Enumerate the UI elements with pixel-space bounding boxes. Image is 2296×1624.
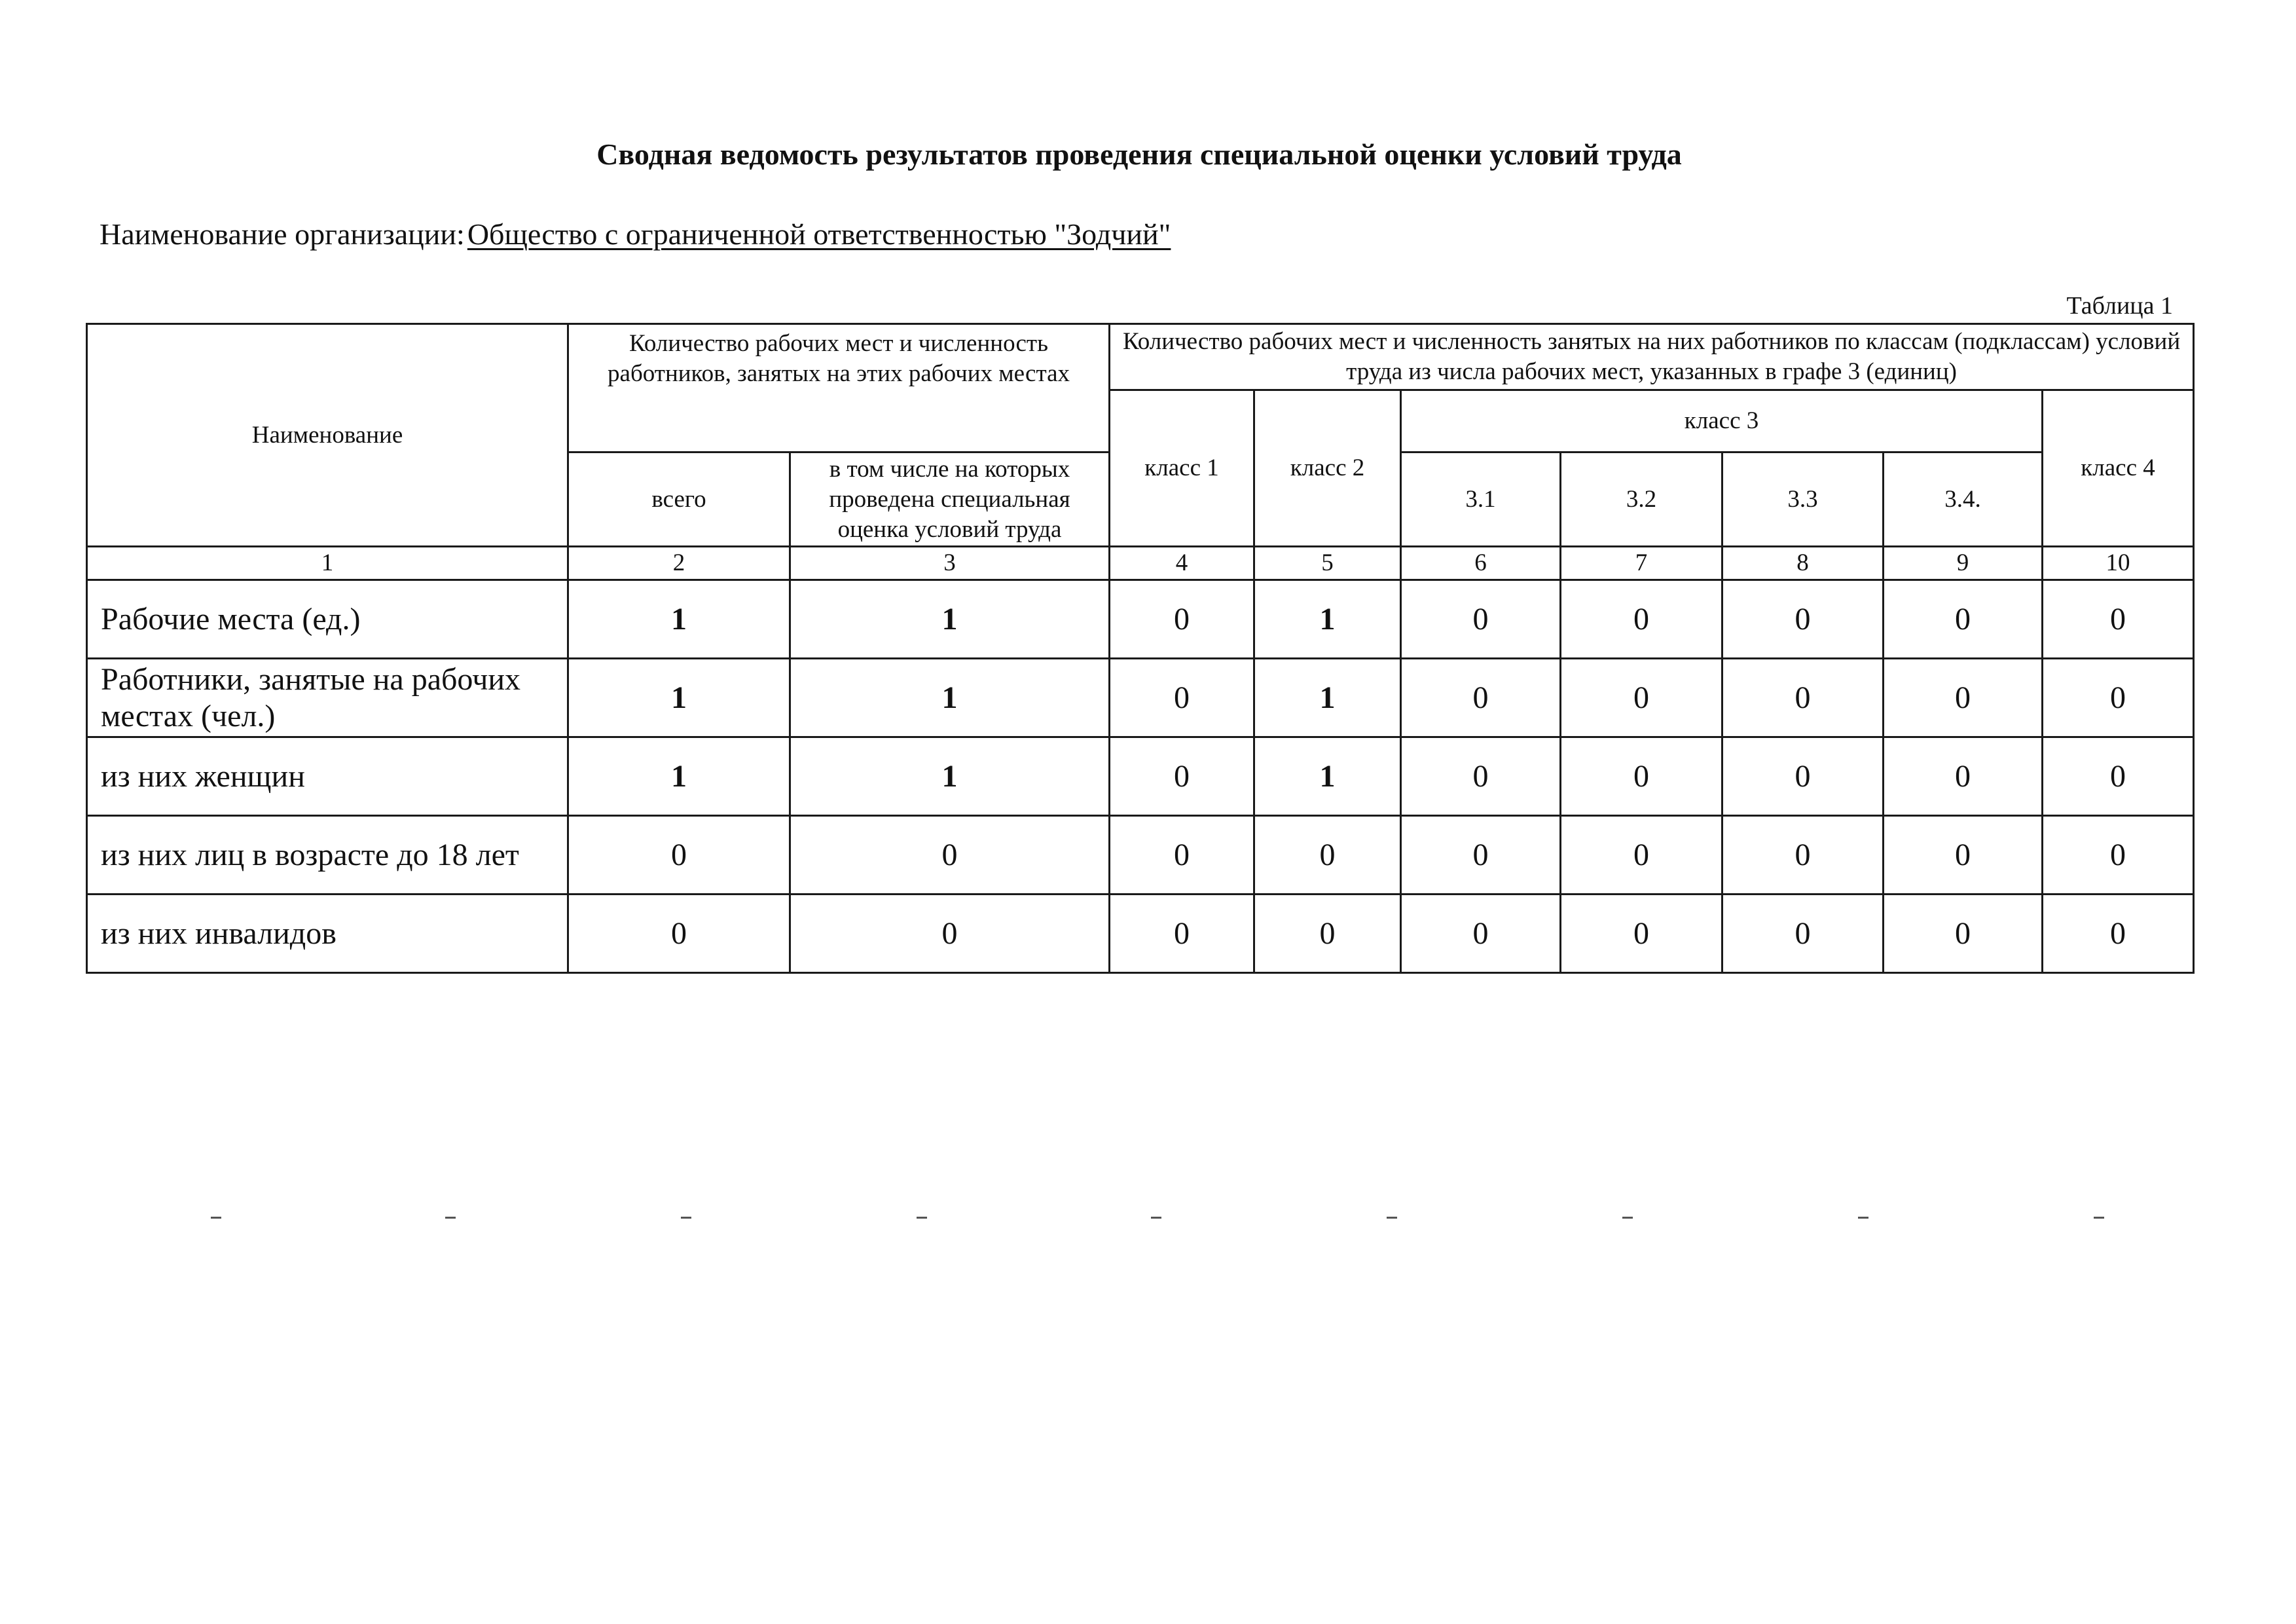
cell-class-2: 0: [1254, 895, 1401, 973]
cell-class-3-3: 0: [1722, 816, 1884, 895]
cell-class-1: 0: [1110, 895, 1254, 973]
cell-class-4: 0: [2043, 737, 2194, 816]
cell-assessed: 1: [790, 737, 1110, 816]
header-class-4: класс 4: [2043, 390, 2194, 547]
organization-label: Наименование организации:: [100, 217, 465, 251]
table-row: [87, 580, 2194, 659]
cell-class-3-3: 0: [1722, 659, 1884, 737]
cell-class-1: 0: [1110, 816, 1254, 895]
table-row: [87, 659, 2194, 737]
organization-name: Общество с ограниченной ответственностью "Зодчий": [467, 217, 1171, 251]
column-number: 7: [1561, 547, 1722, 580]
cell-class-3-4: 0: [1884, 659, 2043, 737]
header-row-1: [87, 324, 2194, 390]
header-workplaces-group: Количество рабочих мест и численность работников, занятых на этих рабочих местах: [568, 324, 1110, 452]
cell-class-3-1: 0: [1401, 737, 1561, 816]
row-label-workplaces: Рабочие места (ед.): [87, 580, 568, 659]
cell-class-3-4: 0: [1884, 816, 2043, 895]
cell-assessed: 0: [790, 816, 1110, 895]
cell-class-3-1: 0: [1401, 895, 1561, 973]
column-number: 2: [568, 547, 790, 580]
header-class-3: класс 3: [1401, 390, 2043, 452]
summary-table: [86, 323, 2195, 974]
cell-class-4: 0: [2043, 580, 2194, 659]
cell-total: 0: [568, 895, 790, 973]
cell-class-1: 0: [1110, 737, 1254, 816]
cell-class-3-3: 0: [1722, 895, 1884, 973]
scan-artifact-dash: [1622, 1217, 1633, 1219]
cell-class-3-2: 0: [1561, 580, 1722, 659]
cell-class-3-2: 0: [1561, 895, 1722, 973]
cell-assessed: 1: [790, 580, 1110, 659]
cell-total: 0: [568, 816, 790, 895]
row-label-employees: Работники, занятые на рабочих местах (чел.): [87, 659, 568, 737]
cell-class-4: 0: [2043, 659, 2194, 737]
organization-line: [100, 216, 1171, 253]
column-number: 10: [2043, 547, 2194, 580]
cell-class-2: 0: [1254, 816, 1401, 895]
column-number: 4: [1110, 547, 1254, 580]
column-number: 5: [1254, 547, 1401, 580]
table-row: [87, 816, 2194, 895]
table-row: [87, 737, 2194, 816]
column-number-row: [87, 547, 2194, 580]
cell-class-3-3: 0: [1722, 737, 1884, 816]
cell-class-1: 0: [1110, 659, 1254, 737]
header-total: всего: [568, 452, 790, 547]
column-number: 1: [87, 547, 568, 580]
column-number: 9: [1884, 547, 2043, 580]
cell-assessed: 1: [790, 659, 1110, 737]
header-subclass-3-4: 3.4.: [1884, 452, 2043, 547]
header-classes-group: Количество рабочих мест и численность занятых на них работников по классам (подклассам) условий труда из числа рабочих мест, указанных в графе 3 (единиц): [1110, 324, 2194, 390]
document-title: Сводная ведомость результатов проведения специальной оценки условий труда: [596, 138, 1682, 171]
cell-class-3-4: 0: [1884, 895, 2043, 973]
scan-artifact-dash: [681, 1217, 691, 1219]
header-subclass-3-1: 3.1: [1401, 452, 1561, 547]
cell-class-4: 0: [2043, 895, 2194, 973]
cell-class-3-1: 0: [1401, 580, 1561, 659]
cell-class-1: 0: [1110, 580, 1254, 659]
header-subclass-3-3: 3.3: [1722, 452, 1884, 547]
scan-artifact-dash: [2094, 1217, 2104, 1219]
scan-artifact-dash: [445, 1217, 456, 1219]
cell-total: 1: [568, 737, 790, 816]
cell-class-3-4: 0: [1884, 580, 2043, 659]
header-class-1: класс 1: [1110, 390, 1254, 547]
cell-class-3-4: 0: [1884, 737, 2043, 816]
row-label-women: из них женщин: [87, 737, 568, 816]
column-number: 3: [790, 547, 1110, 580]
scan-artifact-dash: [917, 1217, 927, 1219]
cell-assessed: 0: [790, 895, 1110, 973]
cell-class-2: 1: [1254, 737, 1401, 816]
table-row: [87, 895, 2194, 973]
row-label-under-18: из них лиц в возрасте до 18 лет: [87, 816, 568, 895]
scan-artifact-dash: [211, 1217, 221, 1219]
row-label-disabled: из них инвалидов: [87, 895, 568, 973]
scan-artifact-dash: [1858, 1217, 1868, 1219]
cell-class-2: 1: [1254, 659, 1401, 737]
cell-class-3-2: 0: [1561, 816, 1722, 895]
cell-class-4: 0: [2043, 816, 2194, 895]
header-assessed: в том числе на которых проведена специальная оценка условий труда: [790, 452, 1110, 547]
header-subclass-3-2: 3.2: [1561, 452, 1722, 547]
cell-class-3-3: 0: [1722, 580, 1884, 659]
header-name: Наименование: [87, 324, 568, 547]
header-class-2: класс 2: [1254, 390, 1401, 547]
cell-total: 1: [568, 659, 790, 737]
cell-total: 1: [568, 580, 790, 659]
cell-class-3-2: 0: [1561, 659, 1722, 737]
cell-class-3-1: 0: [1401, 816, 1561, 895]
cell-class-3-2: 0: [1561, 737, 1722, 816]
cell-class-3-1: 0: [1401, 659, 1561, 737]
column-number: 6: [1401, 547, 1561, 580]
scan-artifact-dash: [1387, 1217, 1397, 1219]
table-caption: Таблица 1: [2066, 292, 2173, 320]
scan-artifact-dash: [1151, 1217, 1161, 1219]
column-number: 8: [1722, 547, 1884, 580]
cell-class-2: 1: [1254, 580, 1401, 659]
